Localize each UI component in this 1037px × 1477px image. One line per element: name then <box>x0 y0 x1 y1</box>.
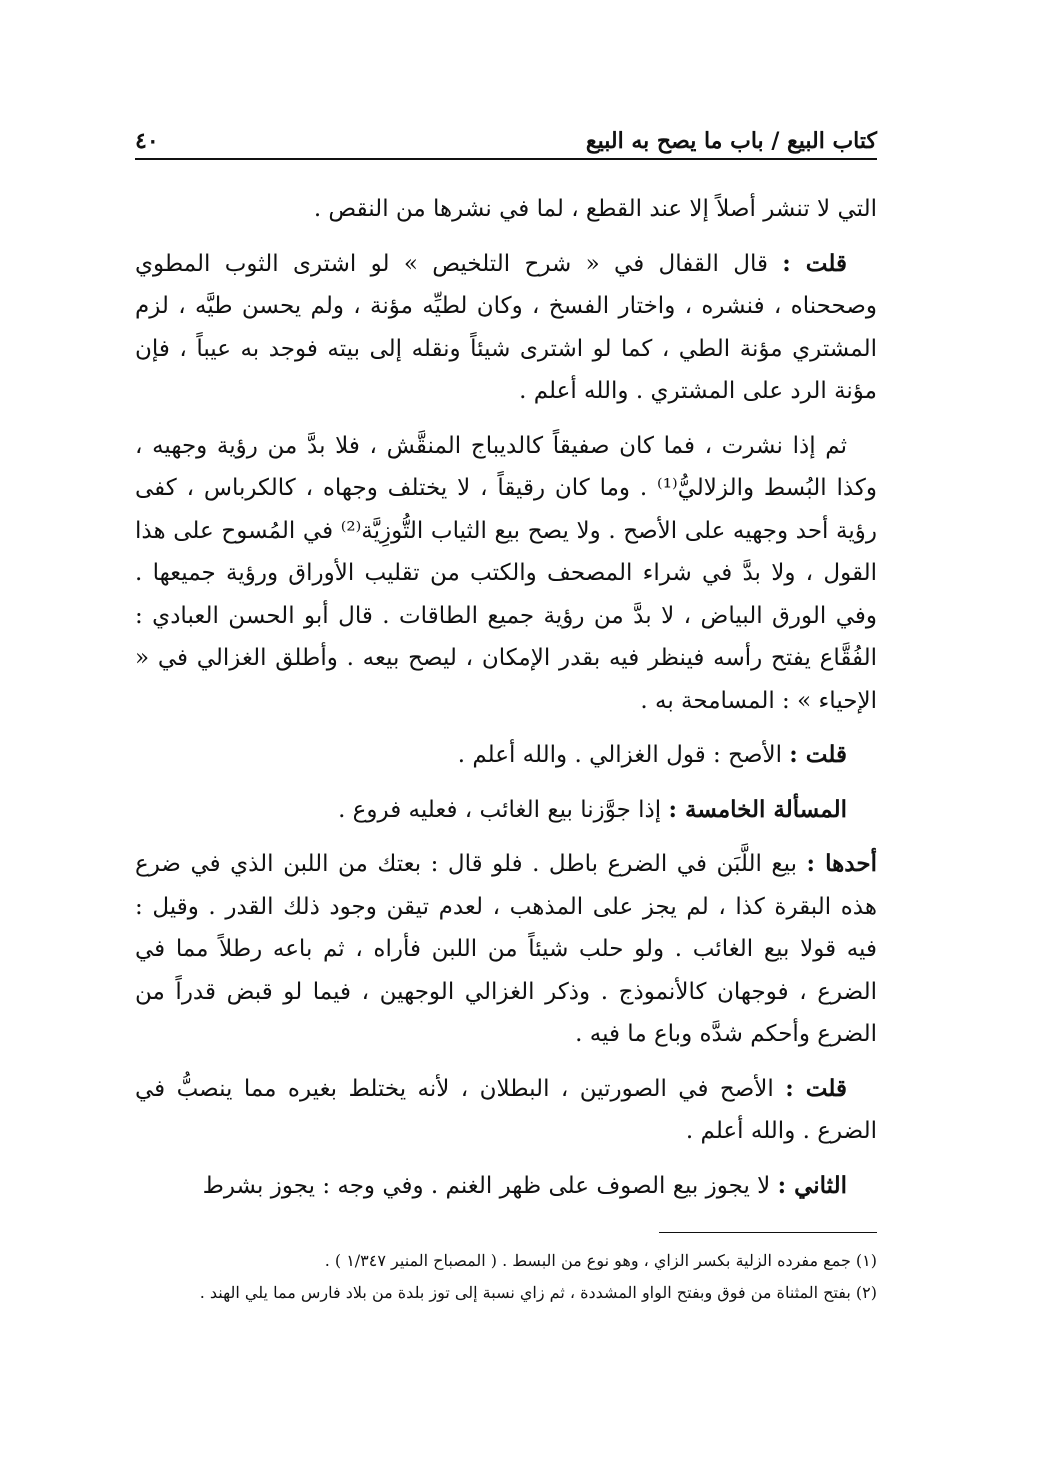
running-header <box>135 120 877 160</box>
paragraph-lead: قلت : <box>782 249 847 277</box>
page-number: ٤٠ <box>135 128 159 154</box>
header-divider <box>135 158 877 160</box>
paragraph-lead: قلت : <box>785 1074 847 1102</box>
paragraph-2: قلت : قال القفال في « شرح التلخيص » لو اشترى الثوب المطوي وصححناه ، فنشره ، واختار الفسخ ، وكان لطيِّه مؤنة ، ولم يحسن طيَّه ، لزم المشتري مؤنة الطي ، كما لو اشترى شيئاً ونقله إلى بيته فوجد به عيباً ، فإن مؤنة الرد على المشتري . والله أعلم . <box>135 249 877 404</box>
paragraph-7: قلت : الأصح في الصورتين ، البطلان ، لأنه يختلط بغيره مما ينصبُّ في الضرع . والله أعلم . <box>135 1074 877 1144</box>
footnotes <box>135 1245 877 1309</box>
footnote-1: (١) جمع مفرده الزلية بكسر الزاي ، وهو نوع من البسط . ( المصباح المنير ١/٣٤٧ ) . <box>324 1251 877 1270</box>
paragraph-3: ثم إذا نشرت ، فما كان صفيقاً كالديباج المنقَّش ، فلا بدَّ من رؤية وجهيه ، وكذا البُسط والزلاليُّ⁽¹⁾ . وما كان رقيقاً ، لا يختلف وجهاه ، كالكرباس ، كفى رؤية أحد وجهيه على الأصح . ولا يصح بيع الثياب التُّوزِيَّة⁽²⁾ في المُسوح على هذا القول ، ولا بدَّ في شراء المصحف والكتب من تقليب الأوراق ورؤية جميعها . وفي الورق البياض ، لا بدَّ من رؤية جميع الطاقات . قال أبو الحسن العبادي : الفُقَّاع يفتح رأسه فينظر فيه بقدر الإمكان ، ليصح بيعه . وأطلق الغزالي في « الإحياء » : المسامحة به . <box>135 432 877 714</box>
paragraph-lead: قلت : <box>789 741 847 768</box>
footnote-2: (٢) بفتح المثناة من فوق وبفتح الواو المشددة ، ثم زاي نسبة إلى توز بلدة من بلاد فارس مما يلي الهند . <box>199 1283 877 1302</box>
paragraph-lead: الثاني : <box>777 1171 847 1199</box>
running-title: كتاب البيع / باب ما يصح به البيع <box>585 128 877 154</box>
paragraph-6: أحدها : بيع اللَّبَن في الضرع باطل . فلو قال : بعتك من اللبن الذي في ضرع هذه البقرة كذا ، لم يجز على المذهب ، لعدم تيقن وجود ذلك القدر . وقيل : فيه قولا بيع الغائب . ولو حلب شيئاً من اللبن فأراه ، ثم باعه رطلاً مما في الضرع ، فوجهان كالأنموذج . وذكر الغزالي الوجهين ، فيما لو قبض قدراً من الضرع وأحكم شدَّه وباع ما فيه . <box>135 850 877 1047</box>
paragraph-lead: أحدها : <box>806 850 877 877</box>
paragraph-5: المسألة الخامسة : إذا جوَّزنا بيع الغائب ، فعليه فروع . <box>338 795 847 823</box>
paragraph-lead: المسألة الخامسة : <box>668 795 847 823</box>
paragraph-8: الثاني : لا يجوز بيع الصوف على ظهر الغنم . وفي وجه : يجوز بشرط <box>202 1171 847 1199</box>
paragraph-4: قلت : الأصح : قول الغزالي . والله أعلم . <box>457 741 847 768</box>
footnote-divider <box>659 1232 877 1233</box>
main-text <box>135 188 877 1219</box>
paragraph-1: التي لا تنشر أصلاً إلا عند القطع ، لما في نشرها من النقص . <box>313 196 877 222</box>
